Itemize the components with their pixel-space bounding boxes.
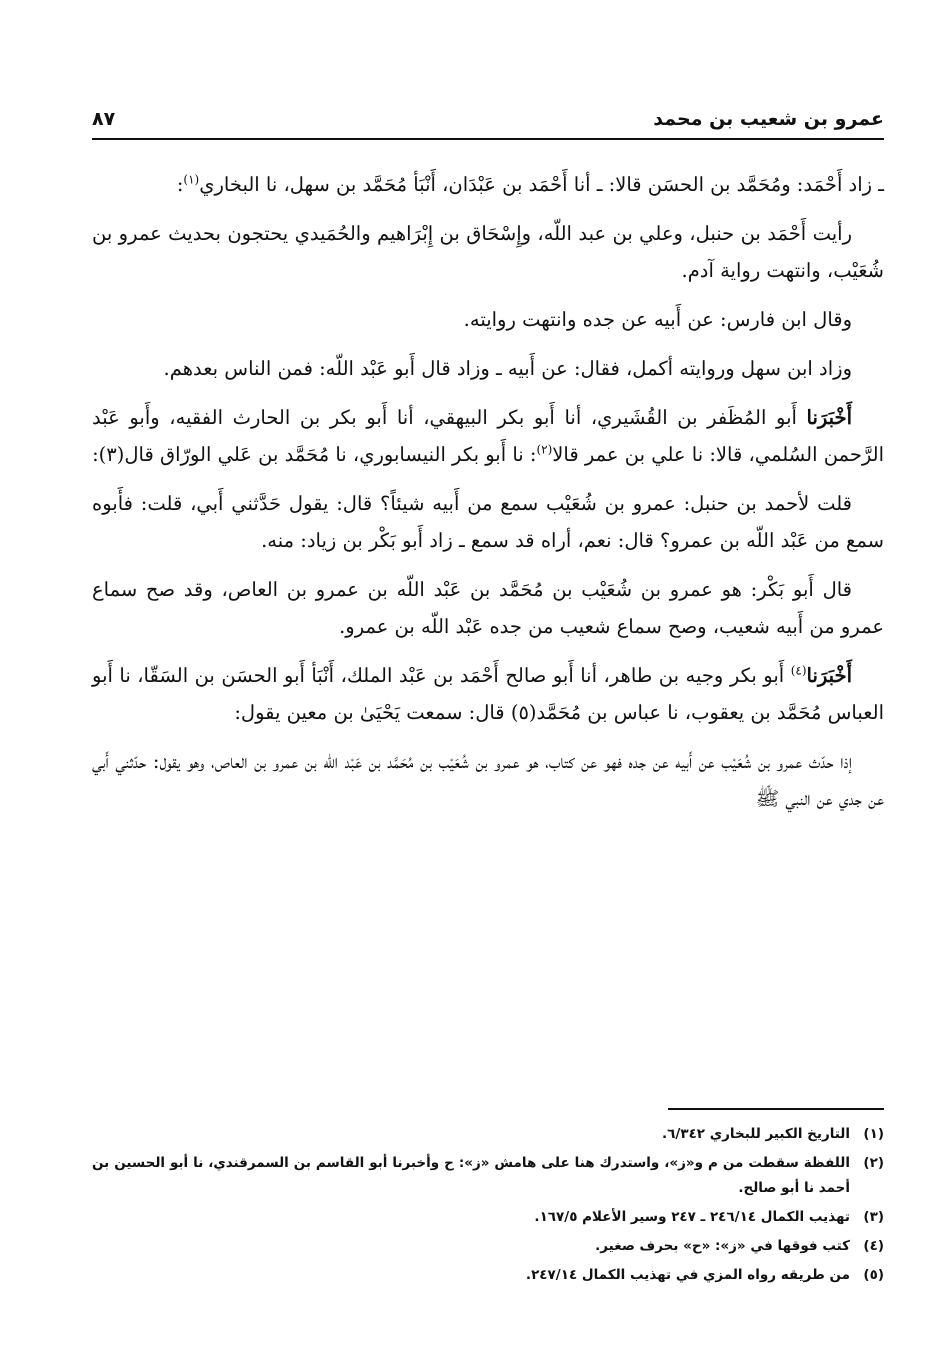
footnote-number: (٢) xyxy=(863,1155,884,1171)
paragraph-text: إذا حدّث عمرو بن شُعَيْب عن أَبيه عن جده فهو عن كتاب، هو عمرو بن شُعَيْب بن مُحَمَّد بن عَبْد اللّه بن عمرو بن العاص، وهو يقول: حدّثني أَبي عن جدي عن النبي ﷺ xyxy=(92,750,884,810)
footnote-number: (٤) xyxy=(863,1238,884,1254)
body-text xyxy=(92,166,884,817)
paragraph xyxy=(92,485,884,559)
footnote xyxy=(92,1122,884,1147)
running-header xyxy=(92,108,884,140)
footnote xyxy=(92,1151,884,1201)
paragraph xyxy=(92,215,884,289)
footnote xyxy=(92,1263,884,1288)
paragraph xyxy=(92,657,884,731)
footnote-number: (١) xyxy=(863,1126,884,1142)
paragraph-text: رأيت أَحْمَد بن حنبل، وعلي بن عبد اللّه، وإِسْحَاق بن إِبْرَاهيم والحُمَيدي يحتجون بحديث عمرو بن شُعَيْب، وانتهت رواية آدم. xyxy=(92,222,884,282)
page-number: ٨٧ xyxy=(92,108,116,130)
paragraph-text: وزاد ابن سهل وروايته أكمل، فقال: عن أَبيه ـ وزاد قال أَبو عَبْد اللّه: فمن الناس بعدهم. xyxy=(163,357,852,380)
footnote-text: اللفظة سقطت من م و«ز»، واستدرك هنا على هامش «ز»: ح وأخبرنا أبو القاسم بن السمرقندي، نا أبو الحسين بن أحمد نا أبو صالح. xyxy=(92,1155,850,1196)
footnote-ref: (٢) xyxy=(536,442,553,457)
paragraph xyxy=(92,743,884,817)
paragraph xyxy=(92,399,884,473)
footnote-text: كتب فوقها في «ز»: «ح» بحرف صغير. xyxy=(595,1238,850,1254)
paragraph-text: قلت لأحمد بن حنبل: عمرو بن شُعَيْب سمع من أَبيه شيئاً؟ قال: يقول حَدَّثني أَبي، قلت: فأَبوه سمع من عَبْد اللّه بن عمرو؟ قال: نعم، أراه قد سمع ـ زاد أَبو بَكْر بن زياد: منه. xyxy=(92,492,884,552)
footnote xyxy=(92,1234,884,1259)
footnote-number: (٥) xyxy=(863,1267,884,1283)
paragraph xyxy=(92,166,884,203)
footnotes xyxy=(92,1122,884,1292)
paragraph-text: قال أَبو بَكْر: هو عمرو بن شُعَيْب بن مُحَمَّد بن عَبْد اللّه بن عمرو بن العاص، وقد صح سماع عمرو من أَبيه شعيب، وصح سماع شعيب من جده عَبْد اللّه بن عمرو. xyxy=(92,578,884,638)
footnote-text: التاريخ الكبير للبخاري ٦/٣٤٢. xyxy=(662,1126,850,1142)
paragraph xyxy=(92,301,884,338)
footnote-number: (٣) xyxy=(863,1209,884,1225)
footnote-ref: (٤) xyxy=(790,663,807,678)
paragraph-tail: أَبو بكر وجيه بن طاهر، أنا أَبو صالح أَحْمَد بن عَبْد الملك، أَنْبَأ أَبو الحسَن بن السَقّا، نا أَبو العباس مُحَمَّد بن يعقوب، نا عباس بن مُحَمَّد(٥) قال: سمعت يَحْيَىٰ بن معين يقول: xyxy=(92,664,884,724)
akhbarana-keyword: أَخْبَرَنا xyxy=(806,406,852,429)
paragraph xyxy=(92,571,884,645)
paragraph-tail: : نا أَبو بكر النيسابوري، نا مُحَمَّد بن عَلي الورّاق قال(٣): xyxy=(92,443,537,466)
paragraph xyxy=(92,350,884,387)
header-title: عمرو بن شعيب بن محمد xyxy=(653,108,884,130)
paragraph-text: أَبو المُظَفر بن القُشَيري، أنا أَبو بكر البيهقي، أنا أَبو بكر بن الحارث الفقيه، وأَبو عَبْد الرَّحمن السُلمي، قالا: نا علي بن عمر قالا xyxy=(92,406,884,466)
footnote-separator xyxy=(668,1108,884,1110)
page xyxy=(92,108,884,829)
akhbarana-keyword: أَخْبَرَنا xyxy=(806,664,852,687)
footnote-ref: (١) xyxy=(183,172,200,187)
paragraph-tail: : xyxy=(176,173,184,196)
paragraph-text: ـ زاد أَحْمَد: ومُحَمَّد بن الحسَن قالا: ـ أنا أَحْمَد بن عَبْدَان، أَنْبَأ مُحَمَّد بن سهل، نا البخاري xyxy=(199,173,884,196)
paragraph-text: وقال ابن فارس: عن أَبيه عن جده وانتهت روايته. xyxy=(463,308,852,331)
footnote-text: تهذيب الكمال ٢٤٦/١٤ ـ ٢٤٧ وسير الأعلام ١٦٧/٥. xyxy=(534,1209,850,1225)
footnote xyxy=(92,1205,884,1230)
footnote-text: من طريقه رواه المزي في تهذيب الكمال ٢٤٧/١٤. xyxy=(525,1267,850,1283)
